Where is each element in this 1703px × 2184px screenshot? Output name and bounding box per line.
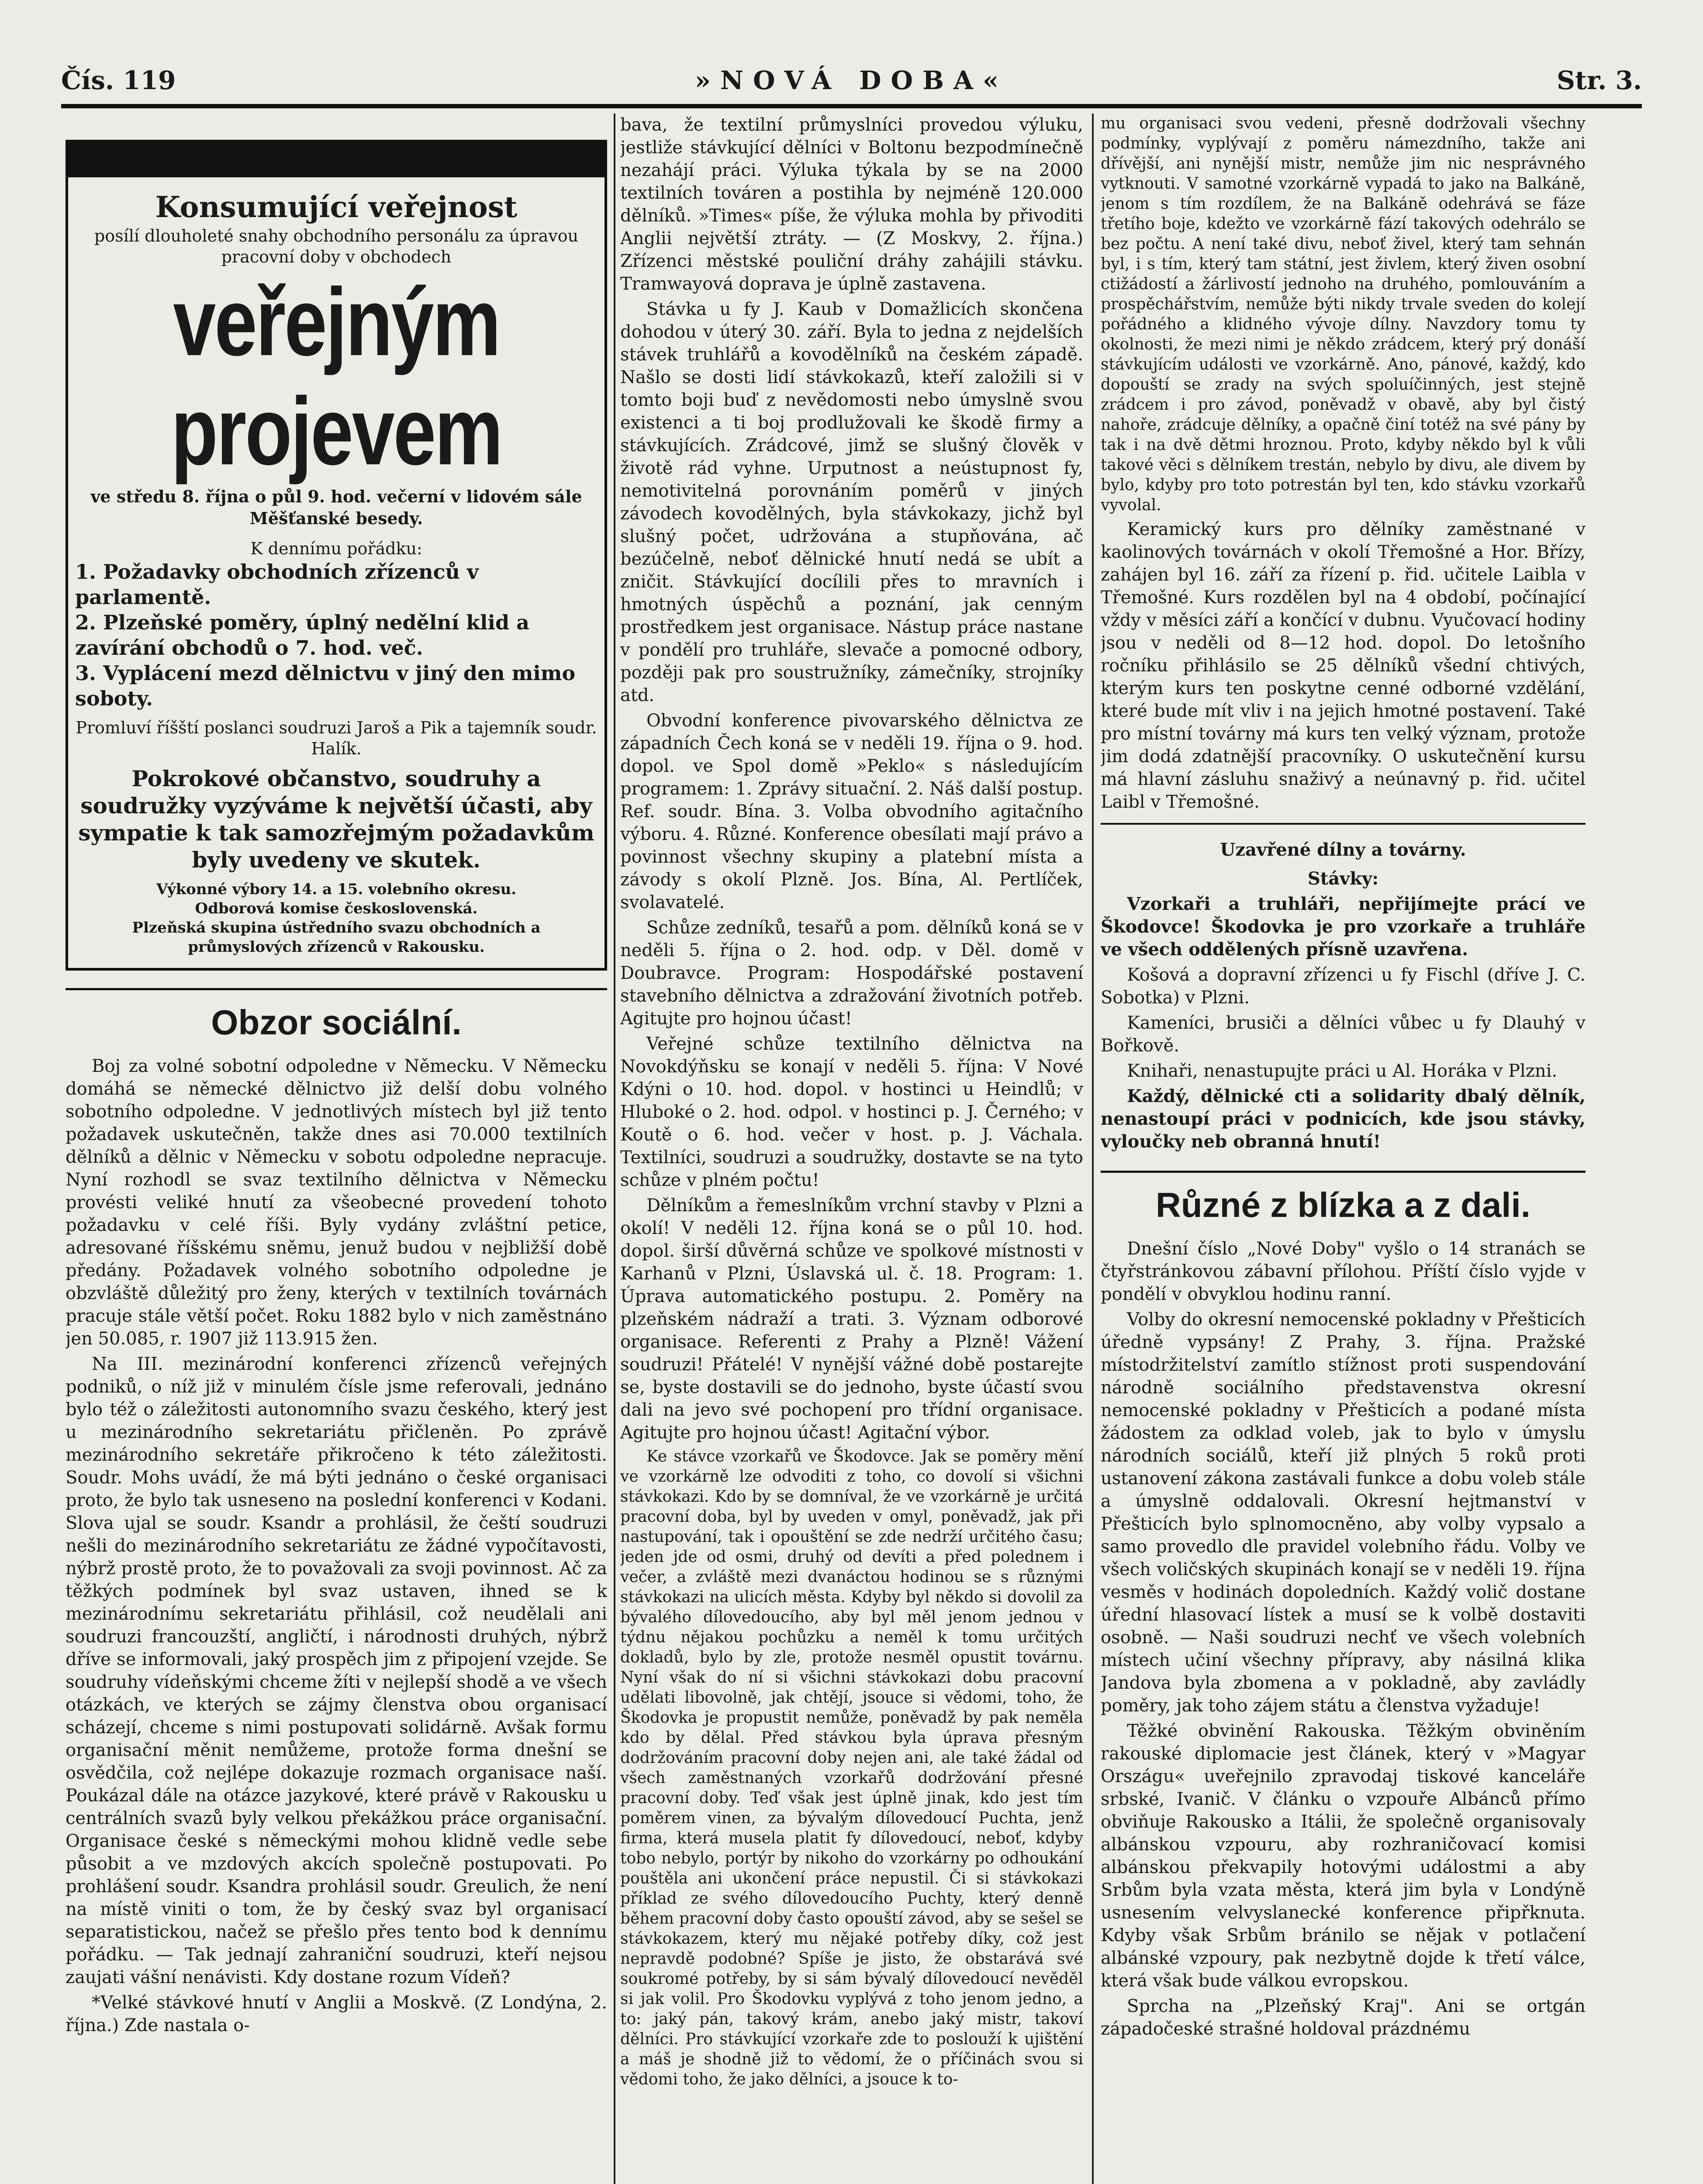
masthead-title: »NOVÁ DOBA« — [694, 66, 1009, 95]
ad-signature-2: Odborová komise československá. — [195, 900, 478, 917]
article-paragraph: mu organisaci svou vedeni, přesně dodržovali všechny podmínky, vyplývají z poměru námezdního, takže ani dřívější, ani nynější mistr, nemůže jim nic nesprávného vytknouti. V samotné vzorkárně vypadá to jako na Balkáně, jenom s tím rozdílem, že na Balkáně odehrává se fáze třetího boje, kdežto ve vzorkárně fází takových odehrálo se bez počtu. A není také divu, neboť živel, který tam sehnán byl, i s tím, který tam státní, jest živlem, který živen osobní ctižádostí a žárlivostí jednoho na druhého, pomlouváním a prospěchářstvím, nemůže býti nikdy trvale sveden do kolejí pořádného a klidného vývoje dílny. Navzdory tomu ty okolnosti, že mezi nimi je někdo zrádcem, který prý donáší stávkujícím události ve vzorkárně. Ano, pánové, každý, kdo dopouští se zrady na svých spoluíčinných, jest stejně zrádcem i pro závod, poněvadž v obavě, aby byl čistý nahoře, zrádcuje dělníky, a opačně činí totéž na své pány by tak i na dvě dětmi hroznou. Proto, kdyby někdo byl k vůli takové věci s dělníkem trestán, nebylo by divu, ale divem by bylo, kdyby pro toto potrestán byl ten, kdo stávku vzorkařů vyvolal. — [1101, 114, 1586, 514]
agenda-item: 1. Požadavky obchodních zřízenců v parlamentě. — [75, 560, 479, 609]
ad-when: ve středu 8. října o půl 9. hod. večerní v lidovém sále Měšťanské besedy. — [90, 487, 582, 528]
strike-item: Knihaři, nenastupujte práci u Al. Horáka v Plzni. — [1127, 1061, 1558, 1081]
ad-signature-3: Plzeňská skupina ústředního svazu obchodních a průmyslových zřízenců v Rakousku. — [132, 919, 541, 956]
ad-title: Konsumující veřejnost — [155, 190, 518, 224]
article-paragraph: Veřejné schůze textilního dělnictva na Novokdýňsku se konají v neděli 5. října: V Nové Kdýni o 10. hod. dopol. v hostinci u Heindlů; v Hluboké o 2. hod. odpol. v hostinci p. J. Černého; v Koutě o 6. hod. večer v host. p. J. Váchala. Textilníci, soudruzi a soudružky, dostavte se na tyto schůze v plném počtu! — [620, 1034, 1083, 1190]
article-paragraph: Stávka u fy J. Kaub v Domažlicích skončena dohodou v úterý 30. září. Byla to jedna z nejdelších stávek truhlářů a kovodělníků na českém západě. Našlo se dosti lidí stávkokazů, kteří založili si v tomto boji buď z nevědomosti nebo úmyslně svou existenci a ti boj prodlužovali ke škodě firmy a stávkujících. Zrádcové, jimž se slušný člověk v životě rád vyhne. Urputnost a neústupnost fy, nemotivitelná porovnáním poměrů v jiných závodech kovodělných, byla stávkokazy, jichž byl slušný počet, udržována a stupňována, ač bezúčelně, neboť dělnické hnutí nedá se ubít a zničit. Stávkující docílili přes to mravních i hmotných úspěchů a poznání, jak cenným prostředkem jest organisace. Nástup práce nastane v pondělí pro truhláře, slevače a pomocné odbory, později pak pro soustružníky, zámečníky, strojníky atd. — [620, 299, 1083, 705]
column-3 — [1101, 114, 1586, 2184]
column-divider-2 — [1092, 114, 1094, 2184]
agenda-item: 3. Vyplácení mezd dělnictvu v jiný den mimo soboty. — [75, 661, 576, 710]
section-heading-social: Obzor sociální. — [66, 988, 607, 1044]
ad-signature-1: Výkonné výbory 14. a 15. volebního okresu. — [156, 881, 517, 898]
article-paragraph: Obvodní konference pivovarského dělnictva ze západních Čech koná se v neděli 19. října o 9. hod. dopol. ve Spol domě »Peklo« s následujícím programem: 1. Zprávy situační. 2. Náš další postup. Ref. soudr. Bína. 3. Volba obvodního agitačního výboru. 4. Různé. Konference obesílati mají právo a povinnost všechny skupiny a platební místa a závody s okolí Plzně. Jos. Bína, Al. Pertlíček, svolavatelé. — [620, 711, 1083, 912]
article-paragraph: Těžké obvinění Rakouska. Těžkým obviněním rakouské diplomacie jest článek, který v »Magyar Országu« uveřejnilo zpravodaj tiskové kanceláře srbské, Ivanič. V článku o vzpouře Albánců přímo obviňuje Rakousko a Itálii, že společně organisovaly albánskou vzpouru, aby rozhraničovací komisi albánskou překvapily hotovými událostmi a aby Srbům byla vzata města, která jim byla v Londýně usnesením velvyslanecké konference připřknuta. Kdyby však Srbům bránilo se nějak v potlačení albánské vzpoury, pak nezbytně dojde k třetí válce, která však bude válkou evropskou. — [1101, 1721, 1586, 1991]
section-heading-news: Různé z blízka a z dali. — [1101, 1171, 1586, 1227]
article-paragraph: Dělníkům a řemeslníkům vrchní stavby v Plzni a okolí! V neděli 12. října koná se o půl 10. hod. dopol. širší důvěrná schůze ve spolkové místnosti v Karhanů v Plzni, Úslavská ul. č. 18. Program: 1. Úprava automatického postupu. 2. Poměry na plzeňském nádraží a trati. 3. Význam odborové organisace. Referenti z Prahy a Plzně! Vážení soudruzi! Přátelé! V nynější vážné době postarejte se, byste dostavili se do jednoho, byste účastí svou dali na jevo své pochopení pro třídní organisace. Agitujte pro hojnou účast! Agitační výbor. — [620, 1196, 1083, 1443]
strike-item: Kameníci, brusiči a dělníci vůbec u fy Dlauhý v Bořkově. — [1101, 1013, 1586, 1056]
strike-subheading: Stávky: — [1307, 868, 1379, 889]
ad-intro: posílí dlouholeté snahy obchodního personálu za úpravou pracovní doby v obchodech — [94, 226, 579, 266]
meeting-advertisement — [66, 140, 607, 971]
page-number: Str. 3. — [1557, 66, 1642, 95]
column-1 — [66, 114, 607, 2184]
strike-heading: Uzavřené dílny a továrny. — [1220, 840, 1466, 860]
strike-item: Košová a dopravní zřízenci u fy Fischl (dříve J. C. Sobotka) v Plzni. — [1101, 965, 1586, 1008]
ad-agenda-title: K dennímu pořádku: — [250, 539, 422, 558]
ad-agenda — [75, 559, 598, 711]
article-paragraph: Sprcha na „Plzeňský Kraj". Ani se ortgán západočeské strašné holdoval prázdnému — [1101, 1996, 1586, 2039]
article-paragraph: Boj za volné sobotní odpoledne v Německu. V Německu domáhá se německé dělnictvo již delší dobu volného sobotního odpoledne. V jednotlivých místech byl již tento požadavek uskutečněn, takže dnes asi 70.000 textilních dělníků a dělnic v Německu v sobotu odpoledne nepracuje. Nyní rozhodl se svaz textilního dělnictva v Německu provésti veliké hnutí za všeobecné provedení tohoto požadavku v celé říši. Byly vydány zvláštní petice, adresované říšskému sněmu, jenuž budou v nejbližší době předány. Požadavek volného sobotního odpoledne je obzvláště důležitý pro ženy, kterých v textilních továrnách pracuje stále větší počet. Roku 1882 bylo v nich zaměstnáno jen 50.085, r. 1907 již 113.915 žen. — [66, 1056, 607, 1349]
ad-appeal: Pokrokové občanstvo, soudruhy a soudružky vyzýváme k největší účasti, aby sympatie k tak samozřejmým požadavkům byly uvedeny ve skutek. — [78, 766, 594, 873]
strike-item: Vzorkaři a truhláři, nepřijímejte prácí ve Škodovce! Škodovka je pro vzorkaře a truhláře ve všech oddělených přísně uzavřena. — [1101, 894, 1586, 960]
article-paragraph: Volby do okresní nemocenské pokladny v Přešticích úředně vypsány! Z Prahy, 3. října. Pražské místodržitelství zamítlo stížnost proti suspendování národně sociálního představenstva okresní nemocenské pokladny v Přešticích a podané místa žádostem za odklad voleb, jak to bylo v úmyslu národních sociálů, kteří již plných 5 roků proti ustanovení zákona zastávali funkce a dobu voleb stále a úmyslně oddalovali. Okresní hejtmanství v Přešticích bylo splnomocněno, aby volby vypsalo a samo provedlo dle pravidel volebního řádu. Volby ve všech voličských skupinách konají se v neděli 19. října vesměs v hodinách dopoledních. Každý volič dostane úřední hlasovací lístek a musí se k volbě dostaviti osobně. — Naši soudruzi nechť ve všech volebních místech učiní všechny přípravy, aby násilná klika Jandova byla zbomena a v pokladně, aby zavládly poměry, jak toho zájem státu a členstva vyžaduje! — [1101, 1310, 1586, 1716]
ad-black-bar — [68, 142, 605, 177]
article-paragraph: Na III. mezinárodní konferenci zřízenců veřejných podniků, o níž již v minulém čísle jsme referovali, jednáno bylo též o záležitosti autonomního svazu českého, který jest u mezinárodního sekretariátu přičleněn. Po zprávě mezinárodního sekretáře přikročeno k této záležitosti. Soudr. Mohs uvádí, že má býti jednáno o české organisaci proto, že bylo tak usneseno na poslední konferenci v Kodani. Slova ujal se soudr. Ksandr a prohlásil, že čeští soudruzi nešli do mezinárodního sekretariátu ze žádné vypočítavosti, nýbrž prostě proto, že to považovali za svoji povinnost. Ač za těžkých podmínek byl svaz ustaven, ihned se k mezinárodnímu sekretariátu přihlásil, což neudělali ani soudruzi francouzští, angličtí, i národnosti druhých, nýbrž dříve se informovali, jaký prospěch jim z připojení vzejde. Se soudruhy vídeňskými chceme žíti v nejlepší shodě a ve všech otázkách, ve kterých se zájmy členstva obou organisací scházejí, chceme s nimi postupovati solidárně. Avšak formu organisační měnit nemůžeme, protože forma dnešní se osvědčila, což nejlépe dokazuje rozmach organisace naší. Poukázal dále na otázce jazykové, které právě v Rakousku u centrálních svazů byly velkou překážkou práce organisační. Organisace české s německými mohou klidně vedle sebe působit a ve mzdových akcích společně postupovati. Po prohlášení soudr. Ksandra prohlásil soudr. Greulich, že není na místě viniti o tom, že by český svaz byl organisací separatistickou, načež se přešlo přes tento bod k dennímu pořádku. — Tak jednají zahraniční soudruzi, kteří nejsou zaujati vášní nenávisti. Kdy dostane rozum Vídeň? — [66, 1354, 607, 1987]
article-paragraph: *Velké stávkové hnutí v Anglii a Moskvě. (Z Londýna, 2. října.) Zde nastala o- — [66, 1993, 607, 2035]
header-rule — [61, 104, 1642, 108]
page-header — [61, 66, 1642, 100]
article-paragraph: Keramický kurs pro dělníky zaměstnané v kaolinových továrnách v okolí Třemošné a Hor. Břízy, zahájen byl 16. září za řízení p. řid. učitele Laibla v Třemošné. Kurs rozdělen byl na 4 období, počínající vždy v měsíci září a končící v dubnu. Vyučovací hodiny jsou v neděli od 8—12 hod. dopol. Do letošního ročníku přihlásilo se 25 dělníků všední chtivých, kterým kurs ten poskytne cenné odborné vzdělání, které bude mít vliv i na jejich hmotné postavení. Také pro místní továrny má kurs ten velký význam, protože jim dodá zdatnější pracovníky. O uskutečnění kursu má hlavní zásluhu snaživý a neúnavný p. řid. učitel Laibl v Třemošné. — [1101, 519, 1586, 812]
strike-item: Každý, dělnické cti a solidarity dbalý dělník, nenastoupí práci v podnicích, kde jsou stávky, vyloučky neb obranná hnutí! — [1101, 1086, 1586, 1152]
issue-number: Čís. 119 — [61, 66, 176, 95]
strike-notice — [1101, 823, 1586, 1153]
agenda-item: 2. Plzeňské poměry, úplný nedělní klid a zavírání obchodů o 7. hod. več. — [75, 611, 529, 660]
article-paragraph: Schůze zedníků, tesařů a pom. dělníků koná se v neděli 5. října o 2. hod. odp. v Děl. domě v Doubravce. Program: Hospodářské postavení stavebního dělnictva a zdražování životních potřeb. Agitujte pro hojnou účast! — [620, 918, 1083, 1029]
article-paragraph: bava, že textilní průmyslníci provedou výluku, jestliže stávkující dělníci v Boltonu bezpodmínečně nezahájí práci. Výluka týkala by se na 2000 textilních továren a postihla by nejméně 120.000 dělníků. »Times« píše, že výluka mohla by přivoditi Anglii největší ztráty. — (Z Moskvy, 2. října.) Zřízenci městské pouliční dráhy zahájili stávku. Tramwayová doprava je úplně zastavena. — [620, 115, 1083, 294]
article-paragraph: Dnešní číslo „Nové Doby" vyšlo o 14 stranách se čtyřstránkovou zábavní přílohou. Příští číslo vyjde v pondělí v obvyklou hodinu ranní. — [1101, 1239, 1586, 1304]
column-2 — [620, 114, 1083, 2184]
column-divider-1 — [614, 114, 615, 2184]
ad-speakers: Promluví říšští poslanci soudruzi Jaroš a Pik a tajemník soudr. Halík. — [76, 718, 597, 758]
ad-headline: veřejným projevem — [171, 268, 502, 485]
article-paragraph: Ke stávce vzorkařů ve Škodovce. Jak se poměry mění ve vzorkárně lze odvoditi z toho, co dovolí si všichni stávkokazi. Kdo by se domníval, že ve vzorkárně je určitá pracovní doba, byl by uveden v omyl, poněvadž, jak při nastupování, tak i opouštění se zde nedrží určitého času; jeden jde od osmi, druhý od devíti a před polednem i večer, a zvláště mezi dvanáctou hodinou se s různými stávkokazi na ulicích města. Kdyby byl někdo si dovolil za bývalého dílovedoucího, aby byl měl jenom jednou v týdnu nějakou pochůzku a neměl k tomu určitých dokladů, bylo by zle, protože nesměl opustit továrnu. Nyní však do ní si všichni stávkokazi dobu pracovní udělati libovolně, jak chtějí, jsouce si vědomi, toho, že Škodovka je propustit nemůže, poněvadž by pak neměla kdo by dělal. Před stávkou byla úprava přesným dodržováním pracovní doby nejen ani, ale také žádal od všech zaměstnaných vzorkařů dodržování přesné pracovní doby. Teď však jest úplně jinak, kdo jest tím poměrem vinen, za bývalým dílovedoucí Puchta, jenž firma, která musela platit fy dílovedoucí, neboť, kdyby tobo nebylo, portýr by nikoho do vzorkárny po odhoukání pouštěla ani ukončení práce nepustil. Či si stávkokazi příklad ze svého dílovedoucího Puchty, který denně během pracovní doby často opouští závod, aby se sešel se stávkokazem, který mu nějaké potřeby díky, což jest nepravdě podobné? Spíše je jisto, že obstarává své soukromé potřeby, by si sám bývalý dílovedoucí nevěděl si jak volil. Pro Škodovku vyplývá z toho jenom jedno, a to: jaký pán, takový krám, anebo jaký mistr, takoví dělníci. Pro stávkující vzorkaře zde to poslouží k ujištění a máš je shodně již to vědomí, že o příčinách svou si vědomi toho, že jako dělníci, a jsouce k to- — [620, 1448, 1083, 2088]
